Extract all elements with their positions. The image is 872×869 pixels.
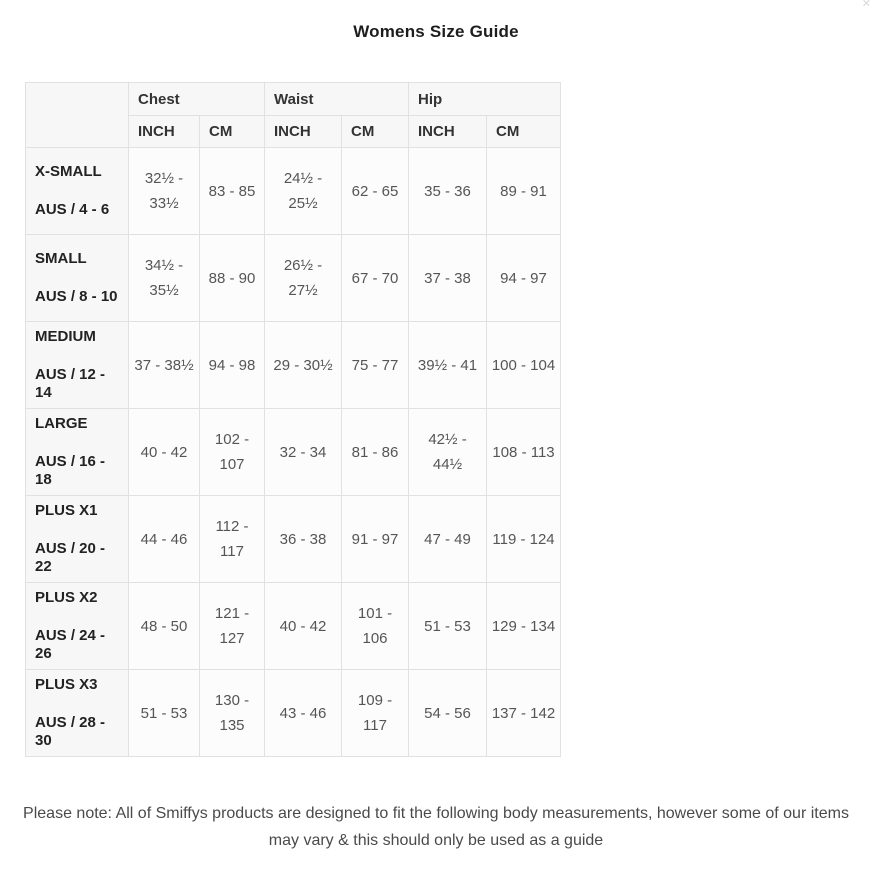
measurement-cell: 102 - 107: [200, 409, 265, 496]
unit-header-chest-cm: CM: [200, 116, 265, 148]
footer-note-line1: Please note: All of Smiffys products are designed to fit the following body measurements, however some of our items: [23, 805, 849, 822]
measurement-cell: 89 - 91: [487, 148, 561, 235]
table-row-small: [26, 235, 561, 322]
measurement-cell: 43 - 46: [265, 670, 342, 757]
size-label-cell: [26, 148, 129, 235]
unit-header-hip-inch: INCH: [409, 116, 487, 148]
measurement-cell: 40 - 42: [265, 583, 342, 670]
measurement-cell: 35 - 36: [409, 148, 487, 235]
measurement-cell: 36 - 38: [265, 496, 342, 583]
measurement-cell: 137 - 142: [487, 670, 561, 757]
measurement-cell: 26½ - 27½: [265, 235, 342, 322]
size-aus: AUS / 28 - 30: [35, 714, 106, 749]
size-name: LARGE: [35, 415, 88, 432]
measurement-cell: 62 - 65: [342, 148, 409, 235]
table-row-plus-x1: [26, 496, 561, 583]
size-label-cell: [26, 583, 129, 670]
measurement-cell: 109 - 117: [342, 670, 409, 757]
size-label-cell: [26, 670, 129, 757]
unit-header-chest-inch: INCH: [129, 116, 200, 148]
size-name: MEDIUM: [35, 328, 96, 345]
table-row-xsmall: [26, 148, 561, 235]
measurement-cell: 51 - 53: [409, 583, 487, 670]
measurement-cell: 48 - 50: [129, 583, 200, 670]
measurement-cell: 81 - 86: [342, 409, 409, 496]
measurement-cell: 88 - 90: [200, 235, 265, 322]
measurement-cell: 121 - 127: [200, 583, 265, 670]
size-aus: AUS / 20 - 22: [35, 540, 106, 575]
measurement-cell: 94 - 98: [200, 322, 265, 409]
unit-header-waist-inch: INCH: [265, 116, 342, 148]
footer-note-line2: may vary & this should only be used as a guide: [268, 832, 604, 849]
measurement-cell: 37 - 38: [409, 235, 487, 322]
measurement-cell: 32½ - 33½: [129, 148, 200, 235]
measurement-cell: 91 - 97: [342, 496, 409, 583]
unit-header-waist-cm: CM: [342, 116, 409, 148]
measurement-cell: 40 - 42: [129, 409, 200, 496]
size-label-cell: [26, 235, 129, 322]
measurement-cell: 83 - 85: [200, 148, 265, 235]
measurement-cell: 101 - 106: [342, 583, 409, 670]
measurement-cell: 47 - 49: [409, 496, 487, 583]
measurement-cell: 34½ - 35½: [129, 235, 200, 322]
measurement-cell: 100 - 104: [487, 322, 561, 409]
table-row-medium: [26, 322, 561, 409]
measurement-cell: 129 - 134: [487, 583, 561, 670]
page-title: Womens Size Guide: [353, 22, 519, 41]
size-aus: AUS / 8 - 10: [35, 288, 118, 305]
blank-header-cell: [26, 83, 129, 148]
close-icon[interactable]: ✕: [861, 0, 871, 10]
measurement-cell: 32 - 34: [265, 409, 342, 496]
measurement-cell: 42½ - 44½: [409, 409, 487, 496]
size-name: PLUS X2: [35, 589, 98, 606]
column-group-hip: Hip: [409, 83, 561, 116]
measurement-cell: 51 - 53: [129, 670, 200, 757]
measurement-cell: 108 - 113: [487, 409, 561, 496]
measurement-cell: 94 - 97: [487, 235, 561, 322]
size-name: SMALL: [35, 250, 87, 267]
measurement-cell: 67 - 70: [342, 235, 409, 322]
size-name: PLUS X1: [35, 502, 98, 519]
measurement-cell: 112 - 117: [200, 496, 265, 583]
measurement-cell: 44 - 46: [129, 496, 200, 583]
measurement-cell: 130 - 135: [200, 670, 265, 757]
measurement-cell: 119 - 124: [487, 496, 561, 583]
group-header-row: [26, 83, 561, 116]
measurement-cell: 29 - 30½: [265, 322, 342, 409]
measurement-cell: 39½ - 41: [409, 322, 487, 409]
measurement-cell: 37 - 38½: [129, 322, 200, 409]
size-aus: AUS / 4 - 6: [35, 201, 110, 218]
table-row-large: [26, 409, 561, 496]
size-name: X-SMALL: [35, 163, 102, 180]
size-label-cell: [26, 496, 129, 583]
column-group-waist: Waist: [265, 83, 409, 116]
size-aus: AUS / 16 - 18: [35, 453, 106, 488]
table-row-plus-x2: [26, 583, 561, 670]
size-label-cell: [26, 409, 129, 496]
size-guide-table: [25, 82, 561, 757]
size-name: PLUS X3: [35, 676, 98, 693]
size-label-cell: [26, 322, 129, 409]
size-aus: AUS / 24 - 26: [35, 627, 106, 662]
size-aus: AUS / 12 - 14: [35, 366, 106, 401]
footer-note: [0, 800, 872, 854]
measurement-cell: 24½ - 25½: [265, 148, 342, 235]
measurement-cell: 75 - 77: [342, 322, 409, 409]
table-row-plus-x3: [26, 670, 561, 757]
unit-header-hip-cm: CM: [487, 116, 561, 148]
column-group-chest: Chest: [129, 83, 265, 116]
measurement-cell: 54 - 56: [409, 670, 487, 757]
